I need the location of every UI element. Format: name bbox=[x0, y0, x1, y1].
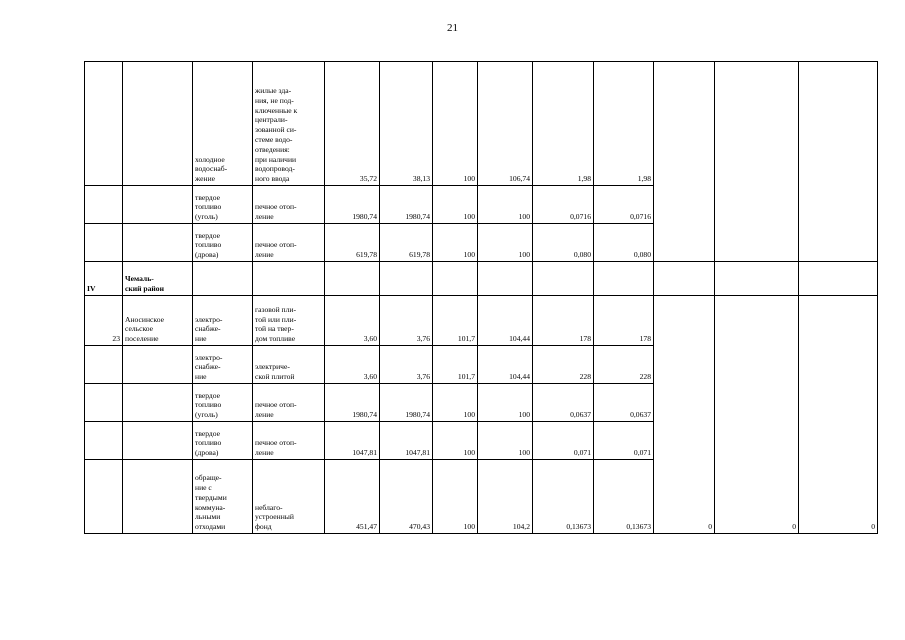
cell-empty bbox=[654, 262, 715, 296]
cell-object: неблаго- устроенный фонд bbox=[253, 460, 325, 534]
cell-value: 101,7 bbox=[433, 346, 478, 384]
cell-value: 0,0716 bbox=[533, 186, 594, 224]
cell-number bbox=[85, 384, 123, 422]
cell-value: 1980,74 bbox=[325, 384, 380, 422]
cell-value: 100 bbox=[433, 186, 478, 224]
cell-value: 101,7 bbox=[433, 296, 478, 346]
cell-number bbox=[85, 62, 123, 186]
cell-settlement bbox=[123, 384, 193, 422]
section-number: IV bbox=[85, 262, 123, 296]
cell-object: печное отоп- ление bbox=[253, 186, 325, 224]
cell-value: 228 bbox=[594, 346, 654, 384]
cell-empty bbox=[594, 262, 654, 296]
cell-value: 1,98 bbox=[594, 62, 654, 186]
cell-service: твердое топливо (уголь) bbox=[193, 186, 253, 224]
cell-value: 100 bbox=[478, 186, 533, 224]
cell-value: 104,44 bbox=[478, 296, 533, 346]
cell-value: 0,0637 bbox=[594, 384, 654, 422]
cell-settlement bbox=[123, 422, 193, 460]
cell-value: 1980,74 bbox=[380, 384, 433, 422]
cell-service: твердое топливо (уголь) bbox=[193, 384, 253, 422]
cell-value: 100 bbox=[433, 460, 478, 534]
cell-number bbox=[85, 224, 123, 262]
cell-settlement bbox=[123, 224, 193, 262]
cell-value: 100 bbox=[433, 422, 478, 460]
cell-value: 38,13 bbox=[380, 62, 433, 186]
cell-value: 1980,74 bbox=[325, 186, 380, 224]
cell-value: 0,080 bbox=[594, 224, 654, 262]
cell-value: 100 bbox=[433, 384, 478, 422]
cell-empty bbox=[478, 262, 533, 296]
cell-number bbox=[85, 186, 123, 224]
cell-settlement bbox=[123, 460, 193, 534]
cell-empty bbox=[193, 262, 253, 296]
cell-value: 100 bbox=[478, 224, 533, 262]
cell-value: 0,13673 bbox=[594, 460, 654, 534]
cell-service: твердое топливо (дрова) bbox=[193, 224, 253, 262]
cell-object: печное отоп- ление bbox=[253, 224, 325, 262]
cell-value: 100 bbox=[478, 422, 533, 460]
cell-service: холодное водоснаб- жение bbox=[193, 62, 253, 186]
merged-value-cell: 0 bbox=[654, 296, 715, 534]
cell-object: электриче- ской плитой bbox=[253, 346, 325, 384]
cell-value: 3,60 bbox=[325, 346, 380, 384]
cell-number bbox=[85, 422, 123, 460]
cell-value: 228 bbox=[533, 346, 594, 384]
cell-value: 1047,81 bbox=[325, 422, 380, 460]
cell-empty bbox=[799, 262, 878, 296]
cell-number bbox=[85, 346, 123, 384]
cell-empty bbox=[715, 262, 799, 296]
cell-value: 178 bbox=[533, 296, 594, 346]
cell-value: 1,98 bbox=[533, 62, 594, 186]
cell-value: 104,44 bbox=[478, 346, 533, 384]
tariff-table bbox=[84, 61, 878, 534]
page-number: 21 bbox=[447, 22, 458, 34]
cell-value: 470,43 bbox=[380, 460, 433, 534]
cell-empty bbox=[533, 262, 594, 296]
cell-value: 1980,74 bbox=[380, 186, 433, 224]
cell-value: 100 bbox=[433, 62, 478, 186]
cell-value: 100 bbox=[478, 384, 533, 422]
cell-value: 0,0716 bbox=[594, 186, 654, 224]
cell-value: 619,78 bbox=[380, 224, 433, 262]
section-row bbox=[85, 262, 878, 296]
cell-number: 23 bbox=[85, 296, 123, 346]
merged-value-cell: 0 bbox=[799, 296, 878, 534]
cell-settlement bbox=[123, 346, 193, 384]
cell-service: электро- снабже- ние bbox=[193, 346, 253, 384]
cell-value: 35,72 bbox=[325, 62, 380, 186]
cell-empty bbox=[715, 62, 799, 262]
cell-value: 1047,81 bbox=[380, 422, 433, 460]
cell-object: печное отоп- ление bbox=[253, 384, 325, 422]
table-row bbox=[85, 296, 878, 346]
cell-number bbox=[85, 460, 123, 534]
cell-value: 619,78 bbox=[325, 224, 380, 262]
cell-object: печное отоп- ление bbox=[253, 422, 325, 460]
cell-value: 3,76 bbox=[380, 346, 433, 384]
cell-value: 0,13673 bbox=[533, 460, 594, 534]
cell-empty bbox=[799, 62, 878, 262]
cell-value: 0,0637 bbox=[533, 384, 594, 422]
table-row bbox=[85, 62, 878, 186]
cell-empty bbox=[380, 262, 433, 296]
cell-service: твердое топливо (дрова) bbox=[193, 422, 253, 460]
cell-empty bbox=[253, 262, 325, 296]
cell-object: газовой пли- той или пли- той на твер- дом топливе bbox=[253, 296, 325, 346]
cell-value: 451,47 bbox=[325, 460, 380, 534]
cell-value: 3,60 bbox=[325, 296, 380, 346]
cell-value: 100 bbox=[433, 224, 478, 262]
cell-value: 0,071 bbox=[533, 422, 594, 460]
cell-object: жилые зда- ния, не под- ключенные к централи- зованной си- стеме водо- отведения: при наличии водопровод- ного ввода bbox=[253, 62, 325, 186]
cell-settlement: Аносинское сельское поселение bbox=[123, 296, 193, 346]
merged-value-cell: 0 bbox=[715, 296, 799, 534]
cell-value: 3,76 bbox=[380, 296, 433, 346]
cell-value: 0,080 bbox=[533, 224, 594, 262]
cell-empty bbox=[325, 262, 380, 296]
cell-empty bbox=[654, 62, 715, 262]
cell-value: 104,2 bbox=[478, 460, 533, 534]
cell-value: 178 bbox=[594, 296, 654, 346]
cell-service: обраще- ние с твердыми коммуна- льными отходами bbox=[193, 460, 253, 534]
cell-value: 106,74 bbox=[478, 62, 533, 186]
cell-settlement bbox=[123, 186, 193, 224]
cell-service: электро- снабже- ние bbox=[193, 296, 253, 346]
cell-settlement bbox=[123, 62, 193, 186]
cell-empty bbox=[433, 262, 478, 296]
section-title: Чемаль- ский район bbox=[123, 262, 193, 296]
cell-value: 0,071 bbox=[594, 422, 654, 460]
